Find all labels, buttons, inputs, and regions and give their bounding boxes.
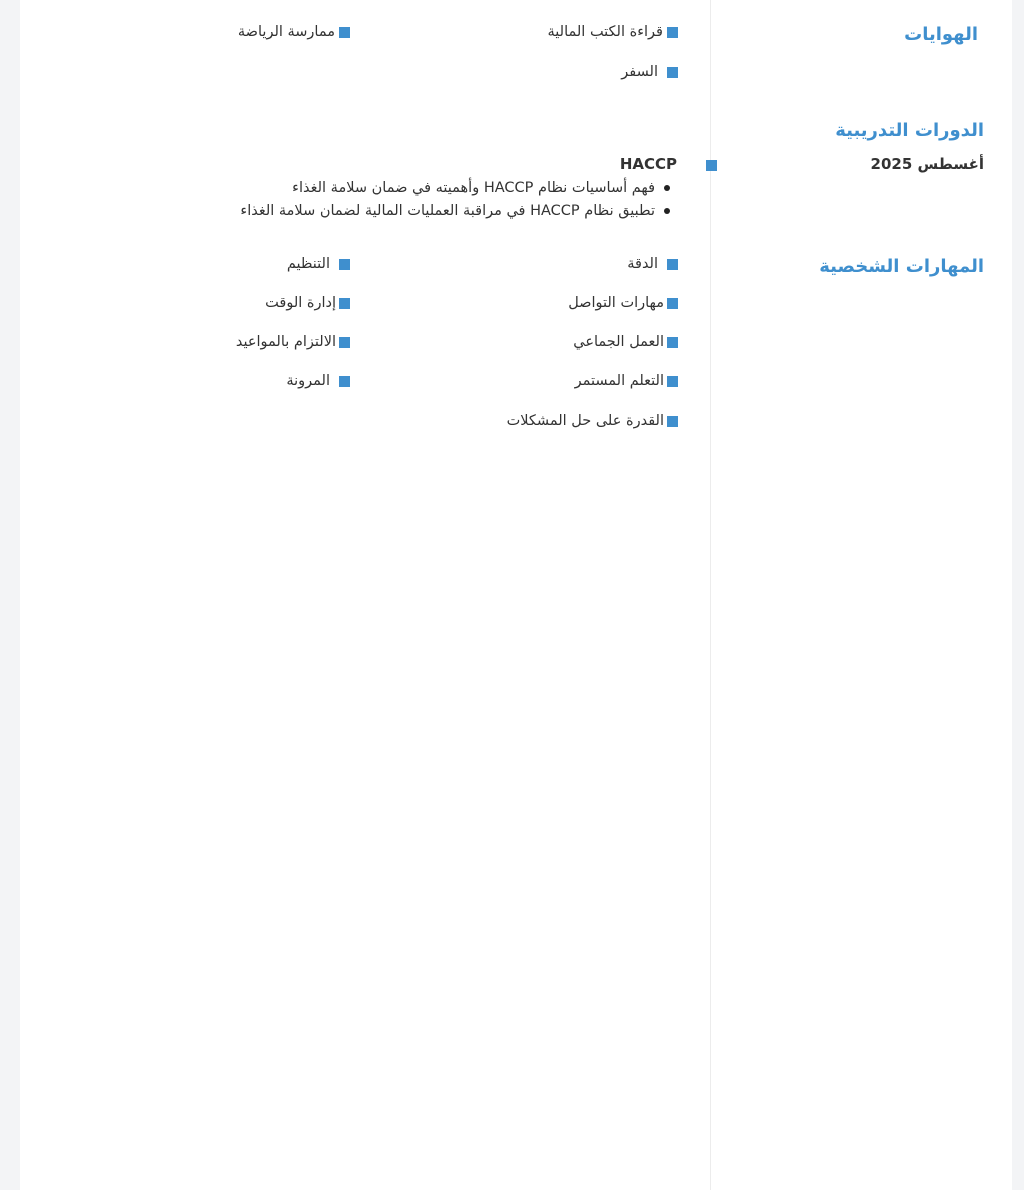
- skill-item: مهارات التواصل: [568, 295, 678, 311]
- resume-page: [20, 0, 1012, 1190]
- skill-item: العمل الجماعي: [573, 334, 678, 350]
- square-bullet-icon: [667, 337, 678, 348]
- hobbies-title: الهوايات: [904, 24, 978, 45]
- skill-item: إدارة الوقت: [265, 295, 350, 311]
- hobby-item: قراءة الكتب المالية: [548, 24, 678, 40]
- course-title: HACCP: [619, 155, 677, 173]
- square-bullet-icon: [667, 376, 678, 387]
- square-bullet-icon: [667, 416, 678, 427]
- course-bullet: فهم أساسيات نظام HACCP وأهميته في ضمان سلامة الغذاء: [240, 176, 670, 199]
- square-bullet-icon: [339, 298, 350, 309]
- skill-item: التنظيم: [287, 256, 350, 272]
- course-date: أغسطس 2025: [870, 155, 984, 173]
- column-divider: [710, 0, 711, 1190]
- course-bullet: تطبيق نظام HACCP في مراقبة العمليات المالية لضمان سلامة الغذاء: [240, 199, 670, 222]
- skill-item: الدقة: [627, 256, 678, 272]
- skill-item: المرونة: [286, 373, 350, 389]
- courses-title: الدورات التدريبية: [835, 120, 984, 141]
- course-bullets: [240, 176, 670, 222]
- square-bullet-icon: [667, 67, 678, 78]
- square-bullet-icon: [339, 376, 350, 387]
- skill-item: القدرة على حل المشكلات: [507, 413, 678, 429]
- square-bullet-icon: [667, 259, 678, 270]
- square-bullet-icon: [339, 337, 350, 348]
- skill-item: التعلم المستمر: [575, 373, 678, 389]
- square-bullet-icon: [706, 160, 717, 171]
- square-bullet-icon: [339, 259, 350, 270]
- skill-item: الالتزام بالمواعيد: [236, 334, 350, 350]
- square-bullet-icon: [667, 298, 678, 309]
- dot-bullet-icon: [664, 208, 670, 214]
- hobby-item: ممارسة الرياضة: [238, 24, 350, 40]
- dot-bullet-icon: [664, 185, 670, 191]
- soft-skills-title: المهارات الشخصية: [819, 256, 984, 277]
- hobby-item: السفر: [621, 64, 678, 80]
- square-bullet-icon: [667, 27, 678, 38]
- square-bullet-icon: [339, 27, 350, 38]
